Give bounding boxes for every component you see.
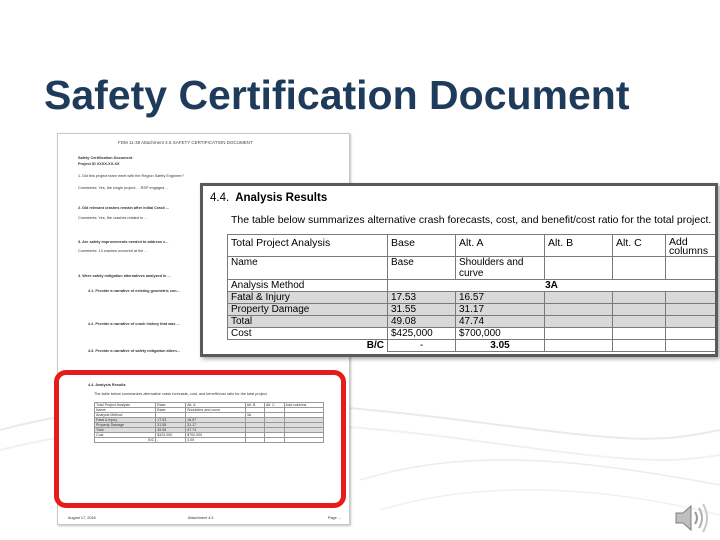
mini-cell: 16.57 [186,418,246,423]
mini-cell: 49.08 [156,428,186,433]
table-cell: Cost [228,328,388,340]
document-line: 4.1. Provide a narrative of existing geometric con... [88,289,180,293]
document-line: 2. Did relevant crashes remain after initial Crash ... [78,206,170,210]
table-cell: 3.05 [456,340,545,352]
document-line: Project ID XXXX-XX-XX [78,162,120,166]
mini-cell: $700,000 [186,433,246,438]
document-footer-date: August 17, 2018 [68,516,96,520]
slide-title: Safety Certification Document [44,72,630,118]
table-cell: Analysis Method [228,280,388,292]
mini-cell: Fatal & Injury [95,418,156,423]
document-line: The table below summarizes alternative crash forecasts, cost, and benefit/cost ratio for the total project. [94,392,268,396]
analysis-results-zoom-inset [200,183,718,357]
mini-cell: - [156,438,186,443]
table-row [228,257,716,280]
document-line: Comments: 13 crashes occurred at the ... [78,249,148,253]
document-header: FDM 11-38 Attachment 4.5 SAFETY CERTIFICATION DOCUMENT [118,140,253,145]
table-cell: $700,000 [456,328,545,340]
table-cell: 31.55 [388,304,456,316]
header-cell: Alt. C [613,235,666,257]
mini-cell: Property Damage [95,423,156,428]
document-line: Comments: Yes, the crashes related to ... [78,216,148,220]
document-line: 4.4. Analysis Results [88,383,126,387]
section-title: Analysis Results [235,192,328,204]
mini-cell: 17.53 [156,418,186,423]
mini-cell: Base [156,403,186,408]
document-footer-attachment: Attachment 4.5 [188,516,214,520]
mini-cell: Add columns [284,403,323,408]
table-cell: Property Damage [228,304,388,316]
table-row [228,280,716,292]
document-line: Comments: Yes, the single project ... RSP engaged ... [78,186,169,190]
table-cell: 17.53 [388,292,456,304]
mini-cell: Name [95,408,156,413]
document-line: 4.3. Provide a narrative of safety mitigation altern... [88,349,180,353]
table-cell: 3A [388,280,716,292]
document-footer-page: Page ... [327,516,341,520]
table-cell: - [388,340,456,352]
document-line: Safety Certification Document [78,156,133,160]
table-header-row [228,235,716,257]
table-cell: B/C [228,340,388,352]
document-line: 4.2. Provide a narrative of crash history that was ... [88,322,180,326]
table-cell: 31.17 [456,304,545,316]
header-cell: Alt. A [456,235,545,257]
section-description: The table below summarizes alternative crash forecasts, cost, and benefit/cost ratio for the total project. [231,214,712,226]
mini-cell: 31.55 [156,423,186,428]
mini-cell: Analysis Method [95,413,156,418]
table-cell: 49.08 [388,316,456,328]
header-cell: Alt. B [545,235,613,257]
table-cell: 47.74 [456,316,545,328]
document-line: 4. Were safety mitigation alternatives analyzed in ... [78,274,171,278]
table-row [228,340,716,352]
document-line: 3. Are safety improvements needed to address c... [78,240,169,244]
mini-cell: 47.74 [186,428,246,433]
mini-cell: Alt. C [264,403,284,408]
table-cell: Name [228,257,388,280]
mini-cell: 3A [245,413,264,418]
table-cell: Total [228,316,388,328]
table-cell: 16.57 [456,292,545,304]
table-row [228,328,716,340]
mini-cell: B/C [95,438,156,443]
table-cell: Fatal & Injury [228,292,388,304]
mini-cell: Shoulders and curve [186,408,246,413]
section-heading [210,192,327,204]
section-number: 4.4. [210,192,230,204]
table-row [228,316,716,328]
mini-cell: Alt. A [186,403,246,408]
header-cell: Base [388,235,456,257]
table-cell: Base [388,257,456,280]
table-cell: $425,000 [388,328,456,340]
mini-cell: 3.05 [186,438,246,443]
mini-cell: Cost [95,433,156,438]
header-cell: Add columns [666,235,716,257]
analysis-results-table [227,234,716,352]
speaker-icon[interactable] [672,498,712,538]
table-cell: Shoulders and curve [456,257,545,280]
mini-cell: $425,000 [156,433,186,438]
table-row [228,304,716,316]
mini-cell: Total [95,428,156,433]
mini-cell: Base [156,408,186,413]
document-line: 1. Did this project team meet with the Region Safety Engineer? [78,174,184,178]
header-cell: Total Project Analysis [228,235,388,257]
table-row [228,292,716,304]
mini-cell: 31.17 [186,423,246,428]
mini-cell: Alt. B [245,403,264,408]
highlight-circle [54,370,346,508]
mini-cell: Total Project Analysis [95,403,156,408]
